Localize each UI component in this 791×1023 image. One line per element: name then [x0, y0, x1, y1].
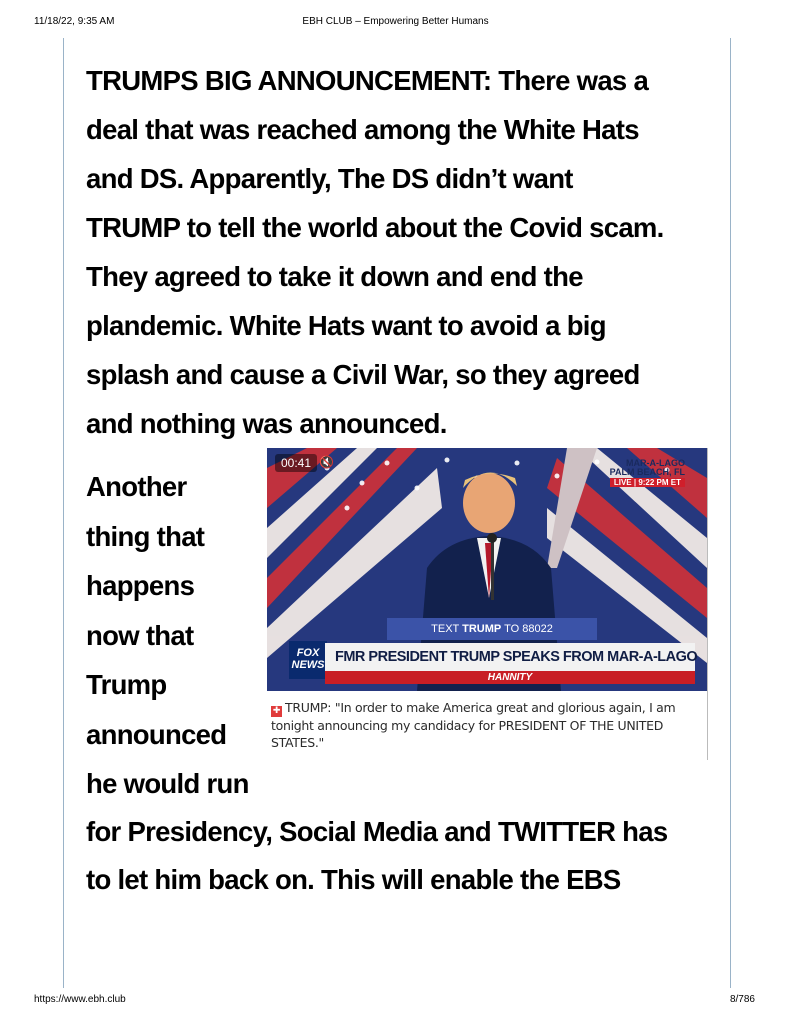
caption-text: TRUMP: "In order to make America great and glorious again, I am tonight announcing my candidacy for PRESIDENT OF THE UNITED STATES." [271, 700, 676, 750]
network-logo: FOX NEWS [289, 641, 327, 679]
video-caption [271, 699, 691, 751]
text-to-donate-bar: TEXT TRUMP TO 88022 [387, 618, 597, 640]
article-line: plandemic. White Hats want to avoid a big [86, 310, 606, 341]
print-url: https://www.ebh.club [34, 994, 126, 1005]
video-embed[interactable] [267, 448, 708, 760]
article-line: now that [86, 619, 194, 651]
print-page-number: 8/786 [729, 994, 755, 1005]
news-chyron: FMR PRESIDENT TRUMP SPEAKS FROM MAR-A-LAGO [325, 643, 695, 671]
article-line: and nothing was announced. [86, 408, 447, 439]
right-margin-rule [730, 38, 731, 988]
article-line: splash and cause a Civil War, so they agreed [86, 359, 640, 390]
print-page-title: EBH CLUB – Empowering Better Humans [302, 16, 489, 27]
location-bug [610, 459, 685, 487]
article-line: and DS. Apparently, The DS didn’t want [86, 163, 573, 194]
article-line: Another [86, 471, 187, 502]
article-paragraph-continued [86, 808, 667, 904]
article-line: TRUMPS BIG ANNOUNCEMENT: There was a [86, 65, 649, 96]
video-frame[interactable] [267, 448, 707, 691]
article-paragraph [86, 56, 664, 448]
article-line: he would run [86, 768, 249, 799]
location-line: PALM BEACH, FL [609, 467, 685, 477]
show-name-bar: HANNITY [325, 671, 695, 684]
article-line: TRUMP to tell the world about the Covid scam. [86, 212, 664, 243]
flag-icon: ✚ [272, 706, 281, 716]
mute-icon[interactable]: 🔇 [319, 455, 334, 469]
article-line: Trump [86, 669, 167, 700]
wrapped-paragraph [86, 462, 249, 809]
location-line: MAR-A-LAGO [626, 458, 685, 468]
article-line: happens [86, 570, 195, 601]
article-line: announced [86, 718, 227, 750]
article-line: to let him back on. This will enable the EBS [86, 864, 621, 895]
live-badge: LIVE | 9:22 PM ET [610, 478, 685, 487]
article-line: deal that was reached among the White Hats [86, 114, 639, 145]
article-line: thing that [86, 520, 205, 552]
video-timecode: 00:41 [275, 454, 317, 472]
print-datetime: 11/18/22, 9:35 AM [34, 16, 115, 27]
article-line: for Presidency, Social Media and TWITTER has [86, 816, 668, 847]
article-line: They agreed to take it down and end the [86, 261, 583, 292]
left-margin-rule [63, 38, 64, 988]
